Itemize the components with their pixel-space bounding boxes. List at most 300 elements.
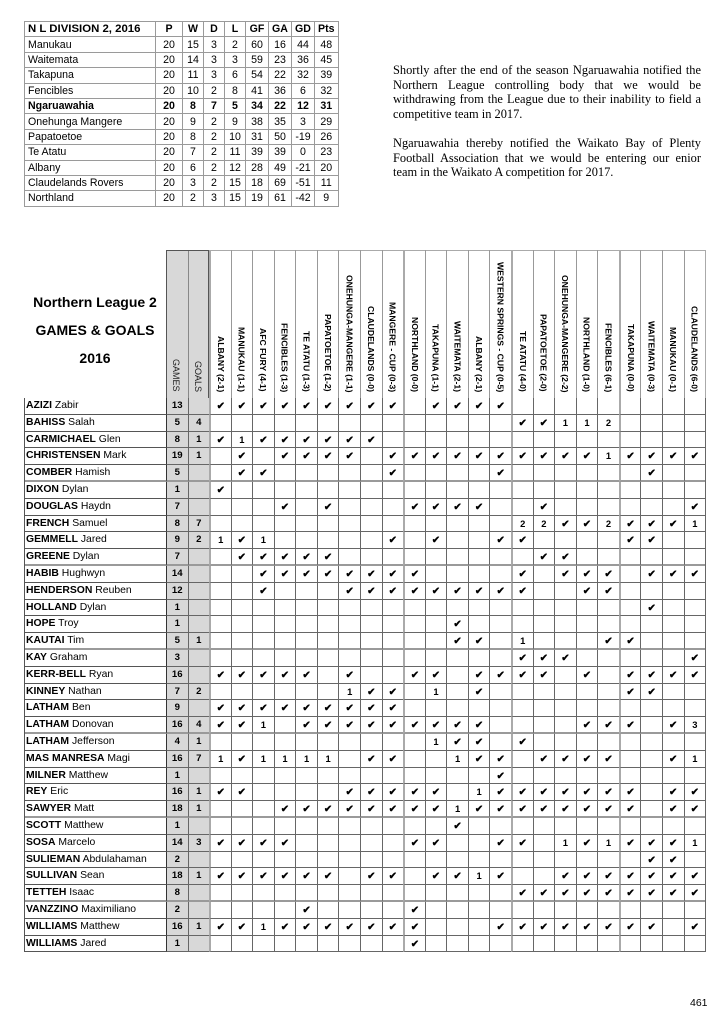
games-count: 16 [166, 919, 188, 936]
check-icon [576, 566, 598, 583]
empty-cell [446, 482, 468, 499]
player-name [24, 398, 166, 415]
empty-cell [533, 482, 555, 499]
player-row [24, 784, 706, 801]
empty-cell [403, 868, 425, 885]
empty-cell [511, 465, 533, 482]
empty-cell [317, 768, 339, 785]
empty-cell [382, 818, 404, 835]
empty-cell [640, 499, 662, 516]
check-icon: ✔ [626, 787, 635, 799]
check-icon: ✔ [431, 871, 441, 883]
empty-cell [231, 885, 253, 902]
empty-cell [489, 482, 511, 499]
check-icon [425, 583, 447, 600]
check-icon [252, 868, 274, 885]
empty-cell [619, 482, 641, 499]
drawn: 3 [204, 68, 225, 83]
match-column-header [252, 250, 274, 398]
goals-scored: 2 [533, 516, 555, 533]
empty-cell [684, 936, 706, 953]
empty-cell [662, 936, 684, 953]
player-surname: SCOTT [26, 820, 62, 831]
check-icon [662, 784, 684, 801]
check-icon [662, 448, 684, 465]
check-icon [295, 919, 317, 936]
empty-cell [511, 700, 533, 717]
empty-cell [489, 885, 511, 902]
player-first-name: Sean [80, 870, 105, 882]
check-icon [403, 936, 425, 953]
empty-cell [274, 784, 296, 801]
empty-cell [403, 465, 425, 482]
check-icon: ✔ [496, 669, 505, 681]
check-icon [446, 818, 468, 835]
empty-cell [662, 600, 684, 617]
empty-cell [597, 482, 619, 499]
drawn: 2 [204, 83, 225, 98]
check-icon [511, 801, 533, 818]
check-icon [295, 801, 317, 818]
empty-cell [231, 936, 253, 953]
empty-cell [533, 717, 555, 734]
check-icon [274, 448, 296, 465]
check-icon: ✔ [496, 804, 505, 816]
check-icon [684, 566, 706, 583]
check-icon: ✔ [518, 653, 527, 664]
empty-cell [425, 902, 447, 919]
check-icon: ✔ [539, 888, 549, 900]
empty-cell [360, 415, 382, 432]
player-first-name: Eric [50, 786, 69, 798]
goals-scored: 3 [684, 717, 706, 734]
check-icon: ✔ [582, 753, 592, 765]
empty-cell [382, 633, 404, 650]
empty-cell [533, 633, 555, 650]
check-icon: ✔ [345, 921, 354, 933]
empty-cell [468, 700, 490, 717]
empty-cell [403, 482, 425, 499]
check-icon: ✔ [302, 804, 311, 816]
goals-scored: 1 [209, 751, 231, 768]
empty-cell [295, 465, 317, 482]
check-icon: ✔ [453, 871, 462, 883]
team-name: Te Atatu [25, 145, 156, 160]
player-first-name: Haydn [80, 500, 111, 512]
check-icon [489, 465, 511, 482]
check-icon [640, 852, 662, 869]
goals-against: 39 [269, 145, 292, 160]
standings-row [25, 114, 339, 129]
empty-cell [360, 633, 382, 650]
season-notes [393, 63, 701, 194]
empty-cell [403, 616, 425, 633]
empty-cell [209, 633, 231, 650]
check-icon [317, 398, 339, 415]
row-right-border [705, 415, 706, 432]
check-icon [619, 667, 641, 684]
check-icon: ✔ [345, 434, 354, 446]
check-icon: ✔ [431, 669, 441, 681]
empty-cell [662, 919, 684, 936]
check-icon: ✔ [690, 804, 699, 816]
won: 2 [183, 191, 204, 206]
check-icon: ✔ [474, 451, 484, 463]
empty-cell [619, 549, 641, 566]
check-icon [252, 667, 274, 684]
empty-cell [209, 684, 231, 701]
check-icon [511, 448, 533, 465]
check-icon: ✔ [237, 468, 247, 480]
check-icon [597, 784, 619, 801]
empty-cell [338, 868, 360, 885]
player-row [24, 482, 706, 499]
empty-cell [576, 700, 598, 717]
empty-cell [597, 465, 619, 482]
check-icon [231, 398, 253, 415]
empty-cell [554, 902, 576, 919]
check-icon: ✔ [280, 569, 290, 580]
goals-scored: 1 [684, 516, 706, 533]
check-icon: ✔ [582, 569, 592, 580]
check-icon: ✔ [626, 837, 635, 849]
check-icon: ✔ [690, 669, 699, 681]
player-first-name: Glen [98, 433, 121, 445]
match-label: MANUKAU (1-1) [236, 327, 247, 392]
empty-cell [317, 684, 339, 701]
player-first-name: Salah [68, 416, 95, 428]
check-icon: ✔ [474, 585, 484, 597]
check-icon: ✔ [216, 669, 225, 681]
games-count: 1 [166, 600, 188, 617]
check-icon [274, 667, 296, 684]
check-icon: ✔ [647, 451, 656, 463]
empty-cell [597, 700, 619, 717]
check-icon: ✔ [496, 451, 505, 463]
player-first-name: Zabir [54, 400, 79, 411]
check-icon: ✔ [367, 921, 376, 933]
player-surname: SAWYER [26, 803, 72, 815]
check-icon: ✔ [626, 804, 635, 816]
goals-count [188, 852, 210, 869]
goal-difference: -51 [292, 175, 315, 190]
empty-cell [338, 465, 360, 482]
check-icon [360, 868, 382, 885]
empty-cell [425, 482, 447, 499]
match-column-header [209, 250, 231, 398]
empty-cell [511, 768, 533, 785]
row-right-border [705, 499, 706, 516]
empty-cell [554, 852, 576, 869]
empty-cell [511, 432, 533, 449]
check-icon [446, 583, 468, 600]
check-icon: ✔ [561, 888, 570, 900]
player-name [24, 583, 166, 600]
empty-cell [403, 633, 425, 650]
check-icon [619, 532, 641, 549]
check-icon: ✔ [518, 888, 527, 900]
empty-cell [684, 415, 706, 432]
empty-cell [662, 650, 684, 667]
check-icon: ✔ [237, 552, 247, 564]
empty-cell [338, 616, 360, 633]
goals-against: 36 [269, 83, 292, 98]
empty-cell [317, 616, 339, 633]
check-icon: ✔ [431, 787, 441, 799]
empty-cell [554, 532, 576, 549]
check-icon [295, 700, 317, 717]
check-icon [511, 784, 533, 801]
empty-cell [511, 549, 533, 566]
check-icon: ✔ [323, 401, 333, 412]
points: 32 [315, 83, 339, 98]
standings-row [25, 37, 339, 52]
check-icon: ✔ [302, 703, 311, 715]
check-icon: ✔ [259, 569, 268, 580]
player-name [24, 499, 166, 516]
empty-cell [446, 667, 468, 684]
check-icon: ✔ [669, 753, 678, 765]
won: 9 [183, 114, 204, 129]
drawn: 2 [204, 175, 225, 190]
check-icon: ✔ [367, 569, 376, 580]
player-first-name: Reuben [95, 584, 132, 596]
row-right-border [705, 801, 706, 818]
lost: 15 [225, 191, 246, 206]
check-icon [640, 868, 662, 885]
check-icon [640, 667, 662, 684]
check-icon [317, 919, 339, 936]
empty-cell [360, 465, 382, 482]
lost: 2 [225, 37, 246, 52]
check-icon [684, 667, 706, 684]
lost: 10 [225, 129, 246, 144]
played: 20 [156, 191, 183, 206]
check-icon: ✔ [496, 871, 505, 883]
empty-cell [231, 600, 253, 617]
check-icon [403, 801, 425, 818]
check-icon: ✔ [647, 888, 656, 900]
row-right-border [705, 516, 706, 533]
check-icon [597, 751, 619, 768]
empty-cell [360, 499, 382, 516]
check-icon [382, 801, 404, 818]
empty-cell [554, 818, 576, 835]
games-count: 18 [166, 868, 188, 885]
check-icon: ✔ [669, 518, 678, 530]
check-icon: ✔ [539, 669, 549, 681]
check-icon [489, 448, 511, 465]
empty-cell [338, 751, 360, 768]
goals-for: 41 [246, 83, 269, 98]
check-icon [360, 398, 382, 415]
drawn: 3 [204, 37, 225, 52]
empty-cell [576, 600, 598, 617]
goals-scored: 1 [295, 751, 317, 768]
check-icon [425, 835, 447, 852]
empty-cell [360, 835, 382, 852]
check-icon [468, 583, 490, 600]
empty-cell [662, 616, 684, 633]
empty-cell [274, 936, 296, 953]
check-icon [360, 717, 382, 734]
check-icon: ✔ [323, 569, 333, 580]
note-paragraph: Shortly after the end of the season Ngaruawahia notified the Northern League controlling body that we would be withdrawing from the League due to their inability to field a competitive team in 2017. [393, 63, 701, 121]
empty-cell [425, 600, 447, 617]
player-surname: HABIB [26, 568, 59, 579]
empty-cell [684, 532, 706, 549]
player-surname: SOSA [26, 836, 56, 848]
check-icon [446, 398, 468, 415]
check-icon [446, 868, 468, 885]
empty-cell [576, 936, 598, 953]
player-surname: DOUGLAS [26, 500, 78, 512]
check-icon: ✔ [345, 787, 354, 799]
check-icon: ✔ [496, 401, 505, 412]
empty-cell [597, 549, 619, 566]
check-icon [382, 398, 404, 415]
grid-left-border [24, 398, 25, 952]
empty-cell [662, 583, 684, 600]
empty-cell [425, 936, 447, 953]
check-icon [317, 700, 339, 717]
empty-cell [511, 751, 533, 768]
match-label: TE ATATU (4-0) [517, 331, 528, 392]
check-icon [576, 751, 598, 768]
empty-cell [489, 902, 511, 919]
empty-cell [382, 734, 404, 751]
empty-cell [231, 499, 253, 516]
goal-difference: 6 [292, 83, 315, 98]
check-icon: ✔ [582, 921, 592, 933]
check-icon: ✔ [410, 585, 420, 597]
check-icon: ✔ [216, 401, 225, 412]
empty-cell [209, 734, 231, 751]
player-surname: HENDERSON [26, 584, 93, 596]
check-icon [382, 684, 404, 701]
check-icon: ✔ [496, 770, 505, 782]
empty-cell [576, 684, 598, 701]
check-icon [295, 868, 317, 885]
check-icon [511, 835, 533, 852]
empty-cell [317, 633, 339, 650]
check-icon: ✔ [669, 804, 678, 816]
check-icon [403, 566, 425, 583]
check-icon [576, 717, 598, 734]
empty-cell [425, 768, 447, 785]
row-right-border [705, 852, 706, 869]
goals-for: 59 [246, 52, 269, 67]
empty-cell [403, 700, 425, 717]
empty-cell [403, 852, 425, 869]
empty-cell [317, 734, 339, 751]
check-icon: ✔ [669, 720, 678, 732]
check-icon: ✔ [216, 921, 225, 933]
check-icon: ✔ [388, 787, 398, 799]
points: 31 [315, 98, 339, 113]
empty-cell [382, 667, 404, 684]
played: 20 [156, 37, 183, 52]
check-icon: ✔ [474, 669, 484, 681]
empty-cell [360, 885, 382, 902]
empty-cell [533, 600, 555, 617]
check-icon [662, 835, 684, 852]
player-first-name: Dylan [72, 551, 100, 563]
empty-cell [662, 700, 684, 717]
player-row [24, 667, 706, 684]
check-icon [511, 532, 533, 549]
empty-cell [554, 734, 576, 751]
check-icon: ✔ [561, 653, 570, 664]
empty-cell [640, 936, 662, 953]
goal-difference: 32 [292, 68, 315, 83]
check-icon [231, 751, 253, 768]
played: 20 [156, 98, 183, 113]
match-column-header [533, 250, 555, 398]
goals-column-header: GOALS [193, 360, 203, 392]
empty-cell [446, 835, 468, 852]
empty-cell [533, 398, 555, 415]
games-count: 1 [166, 936, 188, 953]
empty-cell [662, 482, 684, 499]
goals-scored: 2 [597, 415, 619, 432]
empty-cell [382, 600, 404, 617]
empty-cell [597, 734, 619, 751]
goals-against: 69 [269, 175, 292, 190]
check-icon: ✔ [690, 653, 699, 664]
check-icon [468, 734, 490, 751]
empty-cell [274, 600, 296, 617]
check-icon: ✔ [518, 804, 527, 816]
empty-cell [640, 583, 662, 600]
goals-scored: 1 [597, 835, 619, 852]
check-icon [231, 448, 253, 465]
goal-difference: -42 [292, 191, 315, 206]
empty-cell [576, 465, 598, 482]
check-icon: ✔ [453, 636, 462, 648]
check-icon [274, 835, 296, 852]
check-icon [274, 549, 296, 566]
empty-cell [489, 566, 511, 583]
check-icon: ✔ [518, 451, 527, 463]
empty-cell [209, 465, 231, 482]
check-icon [317, 448, 339, 465]
player-row [24, 868, 706, 885]
player-first-name: Ben [71, 702, 91, 714]
check-icon [619, 835, 641, 852]
points: 9 [315, 191, 339, 206]
won: 7 [183, 145, 204, 160]
goals-count: 7 [188, 751, 210, 768]
check-icon [554, 448, 576, 465]
player-surname: WILLIAMS [26, 937, 78, 949]
check-icon: ✔ [367, 401, 376, 412]
player-first-name: Ryan [88, 668, 114, 680]
empty-cell [425, 919, 447, 936]
lost: 6 [225, 68, 246, 83]
match-label: TE ATATU (1-3) [301, 331, 312, 392]
check-icon [295, 549, 317, 566]
check-icon [317, 566, 339, 583]
drawn: 2 [204, 145, 225, 160]
check-icon [619, 784, 641, 801]
empty-cell [425, 751, 447, 768]
goals-for: 54 [246, 68, 269, 83]
check-icon [684, 919, 706, 936]
goals-count [188, 667, 210, 684]
check-icon [511, 566, 533, 583]
goals-count: 2 [188, 532, 210, 549]
